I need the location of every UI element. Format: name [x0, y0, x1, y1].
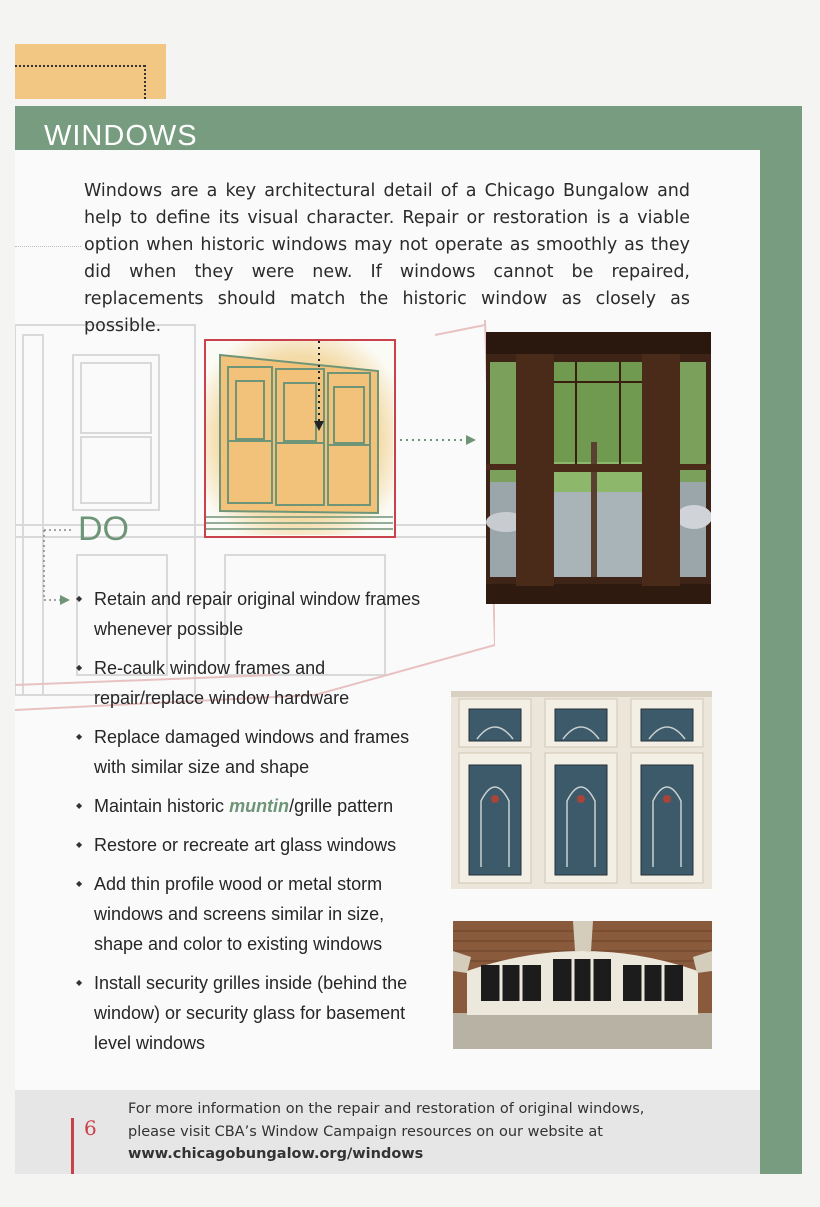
muntin-term: muntin [229, 796, 290, 816]
right-accent-bar [760, 106, 802, 1174]
footer-text: For more information on the repair and restoration of original windows, please visit CBA’s Window Campaign resources on our website at [128, 1101, 645, 1140]
do-heading: DO [78, 510, 129, 548]
list-item: ◆ Retain and repair original window frames whenever possible [76, 584, 436, 644]
list-item: ◆ Add thin profile wood or metal storm windows and screens similar in size, shape and color to existing windows [76, 869, 436, 959]
section-title: WINDOWS [44, 120, 198, 152]
footer-accent-bar [71, 1118, 74, 1174]
footer-note [128, 1098, 688, 1166]
page-number: 6 [84, 1116, 97, 1140]
tab-dotted-line-vertical [144, 65, 146, 99]
list-item-text: /grille pattern [289, 796, 394, 816]
tab-dotted-line [15, 65, 145, 67]
interior-window-photo [486, 332, 711, 604]
art-glass-windows-photo [451, 691, 712, 889]
window-diagram-drawing [206, 341, 393, 535]
basement-windows-photo [453, 921, 712, 1049]
do-list [76, 584, 436, 1067]
window-diagram [204, 339, 396, 538]
list-item: ◆ Re-caulk window frames and repair/replace window hardware [76, 653, 436, 713]
list-item: ◆ Restore or recreate art glass windows [76, 830, 436, 860]
website-link[interactable]: www.chicagobungalow.org/windows [128, 1146, 424, 1162]
intro-dotted-rule [15, 246, 81, 247]
list-item: ◆ Install security grilles inside (behind the window) or security glass for basement level windows [76, 968, 436, 1058]
list-item-text: Maintain historic [94, 796, 230, 816]
list-item [76, 791, 436, 821]
list-item: ◆ Replace damaged windows and frames with similar size and shape [76, 722, 436, 782]
intro-paragraph: Windows are a key architectural detail of a Chicago Bungalow and help to define its visual character. Repair or restoration is a viable option when historic windows may not operate as smoothly as they did when they were new. If windows cannot be repaired, replacements should match the historic window as closely as possible. [84, 181, 690, 336]
dotted-arrow-icon [398, 432, 478, 448]
